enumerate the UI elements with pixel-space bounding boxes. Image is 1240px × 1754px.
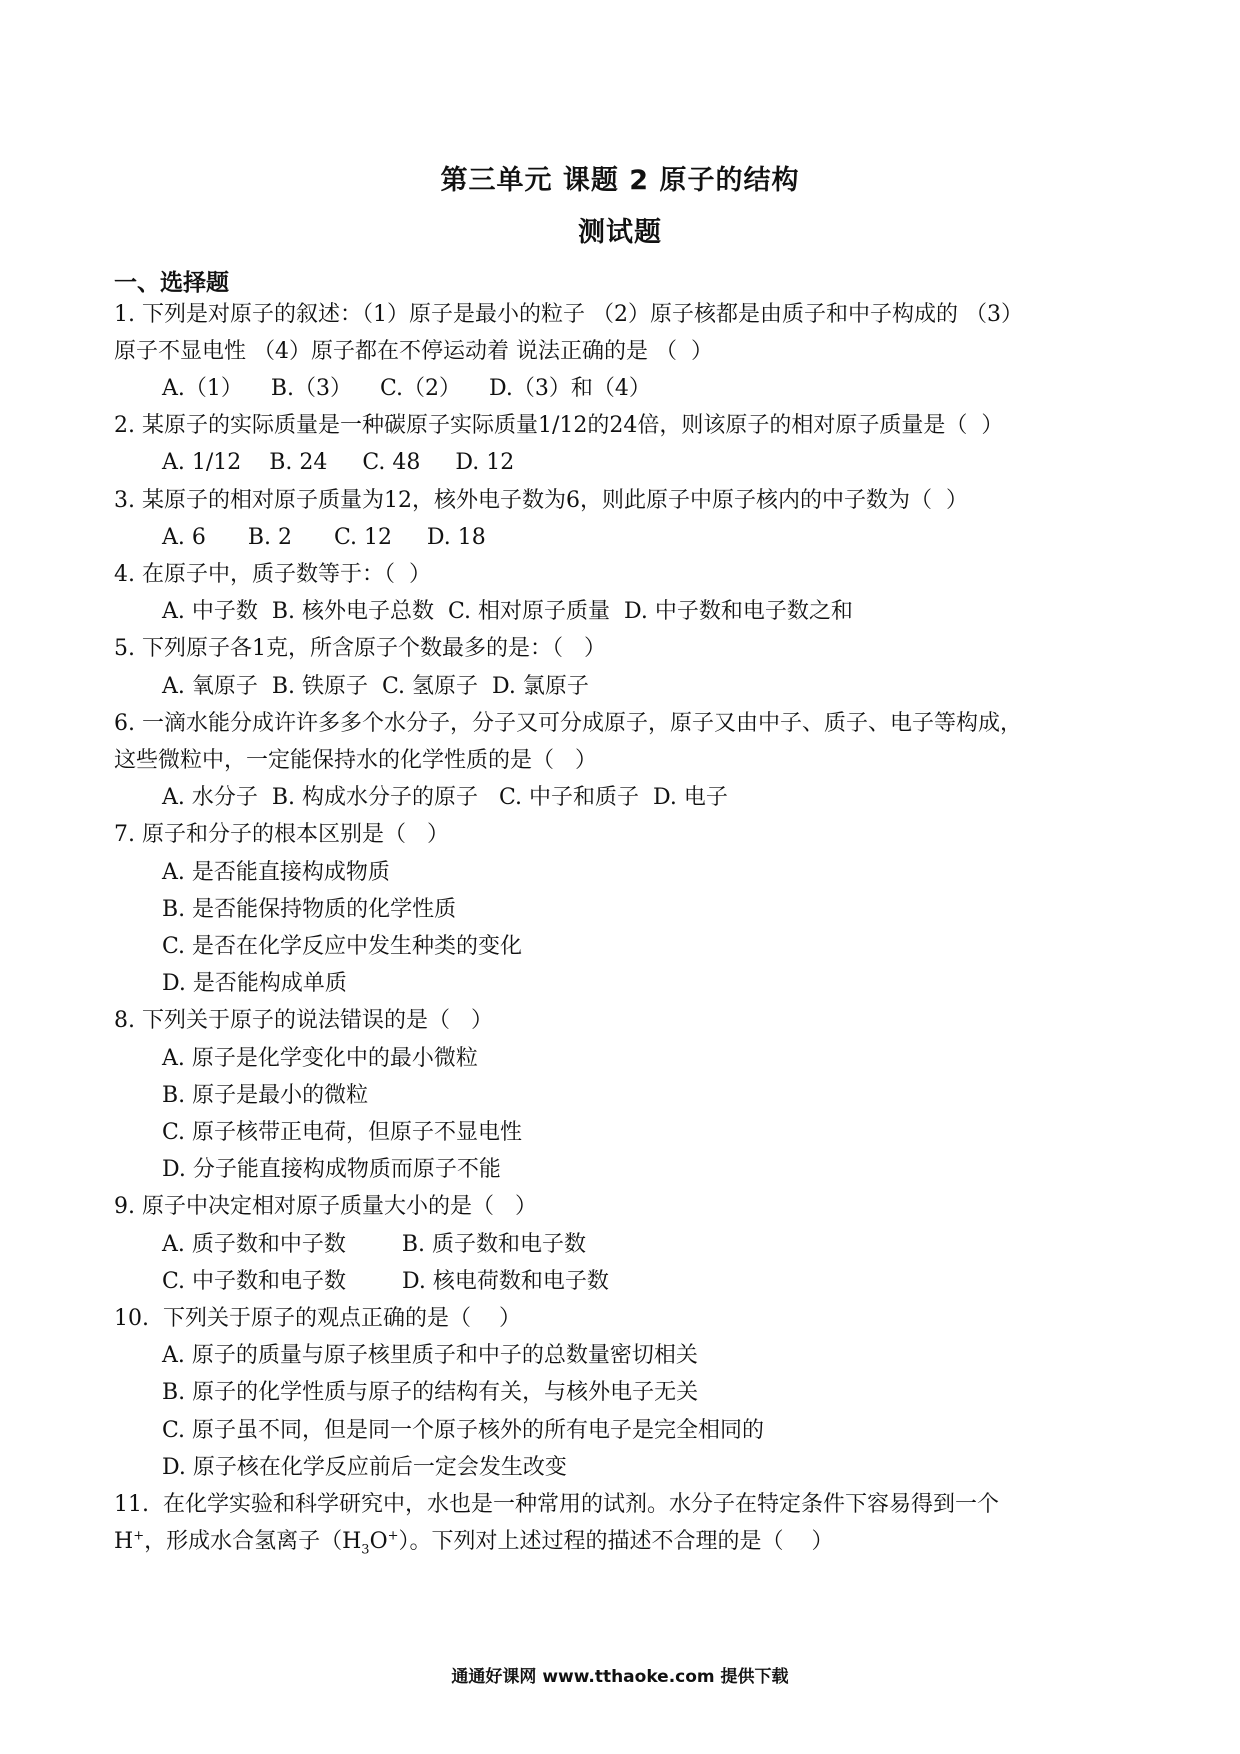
page-subtitle: 测试题 <box>578 217 662 248</box>
q11-sup-plus: + <box>133 1528 145 1544</box>
question-11-line-1: 11. 在化学实验和科学研究中，水也是一种常用的试剂。水分子在特定条件下容易得到一个 <box>114 1492 999 1517</box>
q11-part-o: O <box>369 1529 388 1554</box>
question-7-option-b: B. 是否能保持物质的化学性质 <box>162 897 457 922</box>
question-9: 9. 原子中决定相对原子质量大小的是（ ） <box>114 1194 537 1219</box>
question-7-option-d: D. 是否能构成单质 <box>162 971 347 996</box>
q11-sub-3: 3 <box>361 1542 370 1558</box>
question-4-options: A. 中子数 B. 核外电子总数 C. 相对原子质量 D. 中子数和电子数之和 <box>162 599 853 624</box>
q11-part-rest: ）。下列对上述过程的描述不合理的是（ ） <box>398 1529 834 1554</box>
footer-source: 通通好课网 www.tthaoke.com 提供下载 <box>451 1667 789 1687</box>
question-8: 8. 下列关于原子的说法错误的是（ ） <box>114 1008 493 1033</box>
question-6-options: A. 水分子 B. 构成水分子的原子 C. 中子和质子 D. 电子 <box>162 785 728 810</box>
question-10-option-a: A. 原子的质量与原子核里质子和中子的总数量密切相关 <box>162 1343 698 1368</box>
question-9-options-row-2: C. 中子数和电子数 D. 核电荷数和电子数 <box>162 1269 609 1294</box>
question-1-options: A.（1） B.（3） C.（2） D.（3）和（4） <box>162 376 651 401</box>
q11-part-ion: ，形成水合氢离子（H <box>144 1529 362 1554</box>
question-5-options: A. 氧原子 B. 铁原子 C. 氢原子 D. 氯原子 <box>162 674 589 699</box>
question-1-line-2: 原子不显电性 （4）原子都在不停运动着 说法正确的是 （ ） <box>114 339 713 364</box>
question-6-line-1: 6. 一滴水能分成许许多多个水分子，分子又可分成原子，原子又由中子、质子、电子等构成， <box>114 711 1022 736</box>
question-8-option-a: A. 原子是化学变化中的最小微粒 <box>162 1046 478 1071</box>
question-7-option-c: C. 是否在化学反应中发生种类的变化 <box>162 934 523 959</box>
question-10: 10. 下列关于原子的观点正确的是（ ） <box>114 1306 521 1331</box>
question-8-option-c: C. 原子核带正电荷，但原子不显电性 <box>162 1120 523 1145</box>
section-title: 一、选择题 <box>114 270 229 296</box>
page-title: 第三单元 课题 2 原子的结构 <box>440 165 800 196</box>
question-10-option-b: B. 原子的化学性质与原子的结构有关，与核外电子无关 <box>162 1380 699 1405</box>
question-8-option-d: D. 分子能直接构成物质而原子不能 <box>162 1157 501 1182</box>
question-7-option-a: A. 是否能直接构成物质 <box>162 860 390 885</box>
question-11-line-2 <box>114 1527 834 1557</box>
question-3: 3. 某原子的相对原子质量为12，核外电子数为6，则此原子中原子核内的中子数为（ ） <box>114 488 968 513</box>
q11-part-h: H <box>114 1529 134 1554</box>
question-6-line-2: 这些微粒中，一定能保持水的化学性质的是（ ） <box>114 748 597 773</box>
question-1-line-1: 1. 下列是对原子的叙述：（1）原子是最小的粒子 （2）原子核都是由质子和中子构成的 （3） <box>114 302 1023 327</box>
question-10-option-c: C. 原子虽不同，但是同一个原子核外的所有电子是完全相同的 <box>162 1418 765 1443</box>
question-8-option-b: B. 原子是最小的微粒 <box>162 1083 369 1108</box>
question-5: 5. 下列原子各1克，所含原子个数最多的是：（ ） <box>114 636 606 661</box>
question-3-options: A. 6 B. 2 C. 12 D. 18 <box>162 525 486 550</box>
question-4: 4. 在原子中，质子数等于：（ ） <box>114 562 431 587</box>
question-10-option-d: D. 原子核在化学反应前后一定会发生改变 <box>162 1455 567 1480</box>
question-2-options: A. 1/12 B. 24 C. 48 D. 12 <box>162 450 515 475</box>
question-2: 2. 某原子的实际质量是一种碳原子实际质量1/12的24倍，则该原子的相对原子质量是（ ） <box>114 413 1004 438</box>
question-7: 7. 原子和分子的根本区别是（ ） <box>114 822 449 847</box>
question-9-options-row-1: A. 质子数和中子数 B. 质子数和电子数 <box>162 1232 586 1257</box>
q11-sup-plus-2: + <box>387 1528 399 1544</box>
